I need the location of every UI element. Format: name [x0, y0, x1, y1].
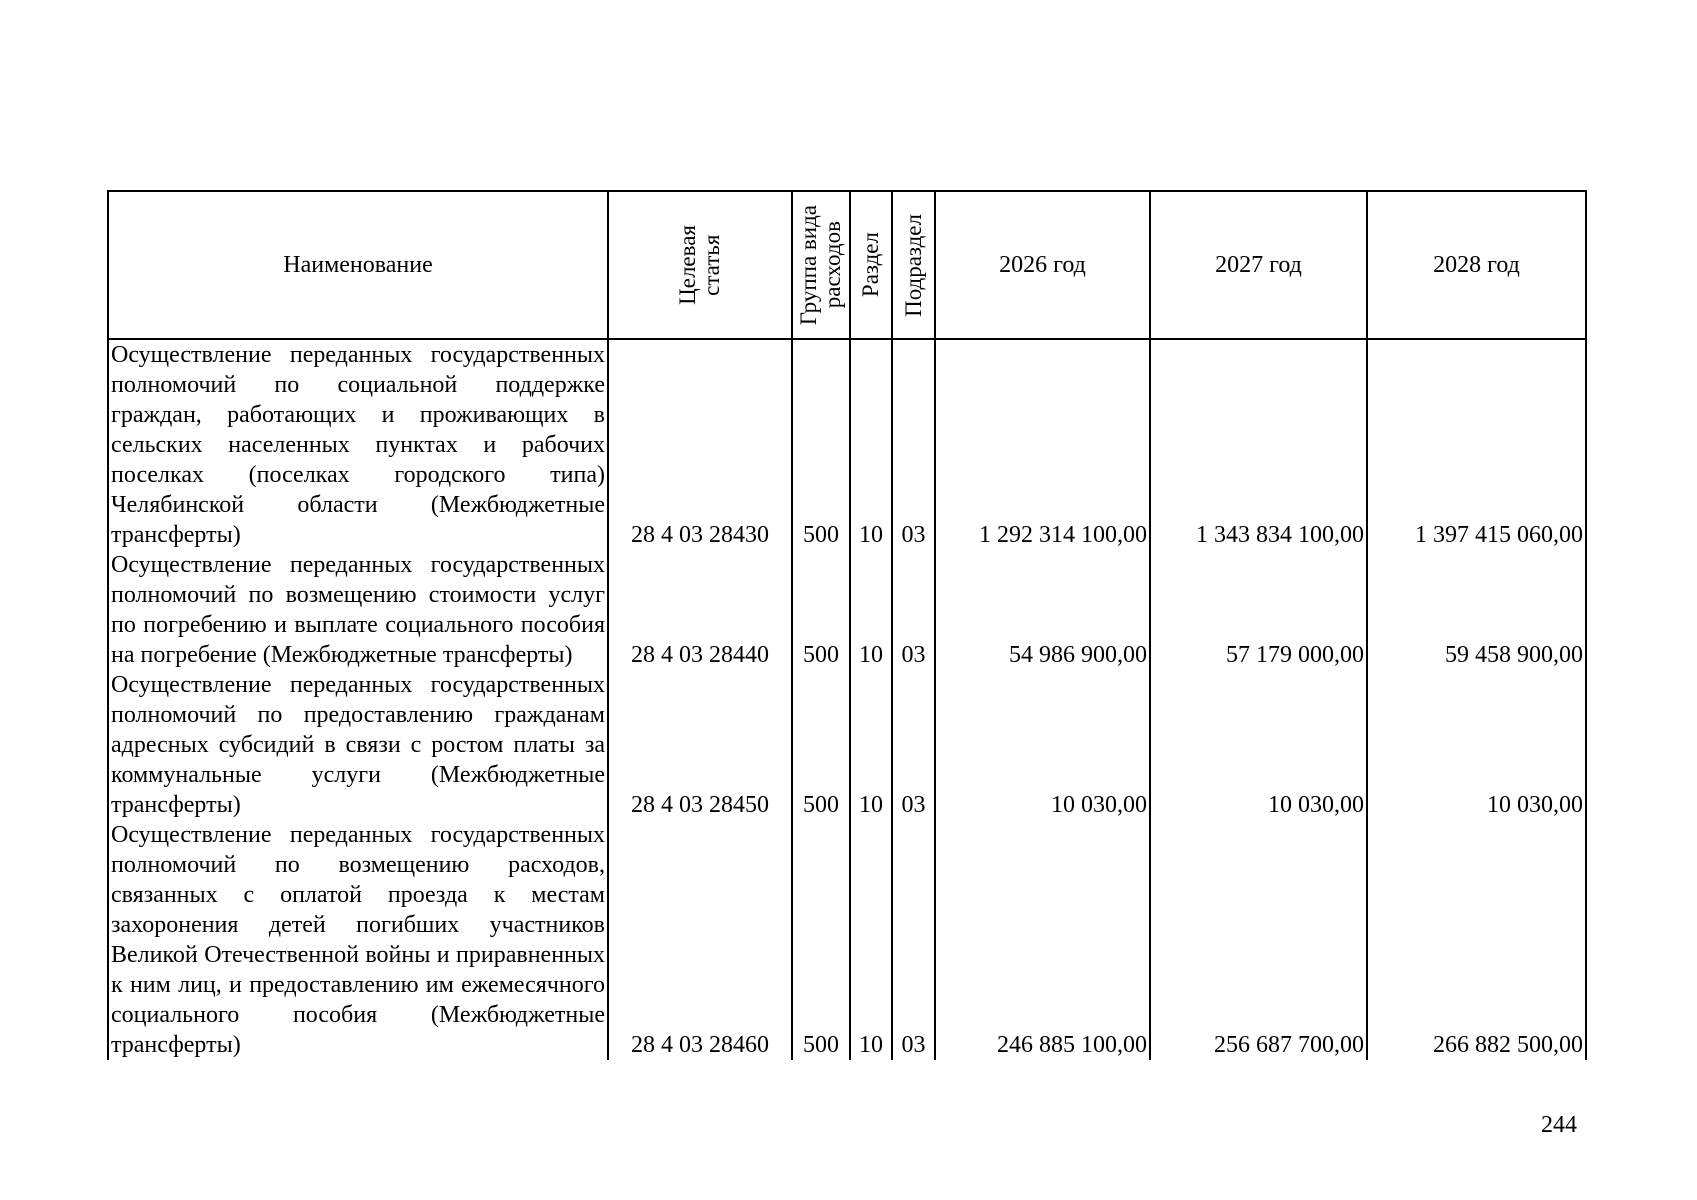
header-2028: 2028 год — [1367, 191, 1586, 339]
header-section — [850, 191, 892, 339]
budget-table — [107, 190, 1587, 1060]
table-row — [108, 339, 1586, 550]
row-group: 500 — [792, 339, 850, 550]
row-section: 10 — [850, 670, 892, 820]
row-2026: 54 986 900,00 — [935, 550, 1150, 670]
row-2027: 256 687 700,00 — [1150, 820, 1367, 1060]
row-2026: 246 885 100,00 — [935, 820, 1150, 1060]
row-target: 28 4 03 28430 — [608, 339, 792, 550]
row-group: 500 — [792, 550, 850, 670]
row-section: 10 — [850, 339, 892, 550]
header-2026: 2026 год — [935, 191, 1150, 339]
row-name: Осуществление переданных государственных полномочий по предоставлению гражданам адресных субсидий в связи с ростом платы за коммунальные услуги (Межбюджетные трансферты) — [108, 670, 608, 820]
row-2028: 266 882 500,00 — [1367, 820, 1586, 1060]
row-section: 10 — [850, 550, 892, 670]
header-group — [792, 191, 850, 339]
table-header — [108, 191, 1586, 339]
row-2027: 10 030,00 — [1150, 670, 1367, 820]
header-2027: 2027 год — [1150, 191, 1367, 339]
row-2027: 1 343 834 100,00 — [1150, 339, 1367, 550]
row-group: 500 — [792, 670, 850, 820]
row-subsection: 03 — [892, 550, 935, 670]
row-2028: 59 458 900,00 — [1367, 550, 1586, 670]
row-target: 28 4 03 28440 — [608, 550, 792, 670]
row-name: Осуществление переданных государственных полномочий по возмещению стоимости услуг по погребению и выплате социального пособия на погребение (Межбюджетные трансферты) — [108, 550, 608, 670]
row-2026: 1 292 314 100,00 — [935, 339, 1150, 550]
row-group: 500 — [792, 820, 850, 1060]
row-2027: 57 179 000,00 — [1150, 550, 1367, 670]
row-section: 10 — [850, 820, 892, 1060]
table-row — [108, 550, 1586, 670]
header-subsection-label: Подраздел — [900, 213, 926, 317]
row-subsection: 03 — [892, 820, 935, 1060]
header-section-label: Раздел — [858, 232, 883, 298]
row-2028: 1 397 415 060,00 — [1367, 339, 1586, 550]
row-2026: 10 030,00 — [935, 670, 1150, 820]
table-row — [108, 670, 1586, 820]
row-target: 28 4 03 28460 — [608, 820, 792, 1060]
header-subsection — [892, 191, 935, 339]
table-row — [108, 820, 1586, 1060]
row-name: Осуществление переданных государственных полномочий по возмещению расходов, связанных с оплатой проезда к местам захоронения детей погибших участников Великой Отечественной войны и приравненных к ним лиц, и предоставлению им ежемесячного социального пособия (Межбюджетные трансферты) — [108, 820, 608, 1060]
row-subsection: 03 — [892, 339, 935, 550]
row-target: 28 4 03 28450 — [608, 670, 792, 820]
row-2028: 10 030,00 — [1367, 670, 1586, 820]
row-subsection: 03 — [892, 670, 935, 820]
header-name: Наименование — [108, 191, 608, 339]
header-group-label: Группа вида расходов — [796, 204, 845, 326]
header-target-label: Целевая статья — [675, 225, 724, 305]
header-target — [608, 191, 792, 339]
page-number: 244 — [1541, 1112, 1577, 1138]
row-name: Осуществление переданных государственных полномочий по социальной поддержке граждан, работающих и проживающих в сельских населенных пунктах и рабочих поселках (поселках городского типа) Челябинской области (Межбюджетные трансферты) — [108, 339, 608, 550]
table-body — [108, 339, 1586, 1060]
